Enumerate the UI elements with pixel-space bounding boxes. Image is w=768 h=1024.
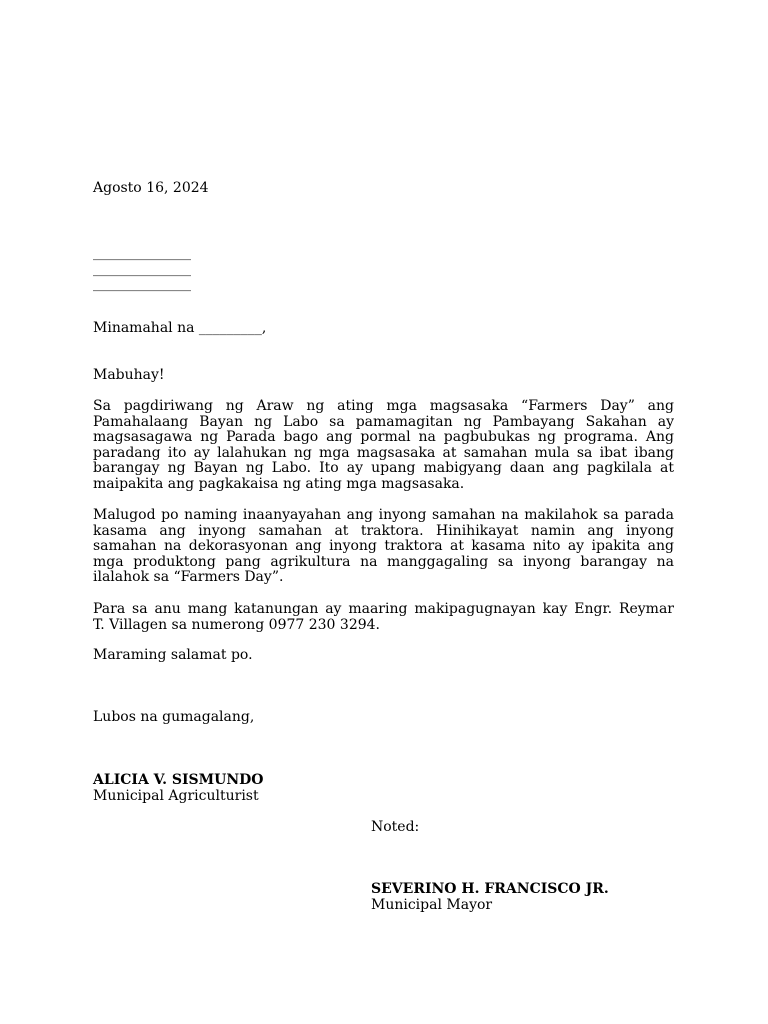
recipient-block [93, 246, 674, 293]
paragraph-line: Sa pagdiriwang ng Araw ng ating mga magsasaka “Farmers Day” ang [93, 398, 674, 414]
signatory-title: Municipal Agriculturist [93, 787, 259, 804]
paragraph-line: mga produktong pang agrikultura na manggagaling sa inyong barangay na [93, 553, 674, 570]
recipient-line: ______________ [93, 245, 191, 261]
paragraph-line: kasama ang inyong samahan at traktora. Hinihikayat namin ang inyong [93, 522, 674, 539]
paragraph-line: Malugod po naming inaanyayahan ang inyong samahan na makilahok sa parada [93, 507, 674, 523]
recipient-line: ______________ [93, 260, 191, 277]
paragraph-line: magsasagawa ng Parada bago ang pormal na pagbubukas ng programa. Ang [93, 429, 674, 446]
letter-date: Agosto 16, 2024 [93, 180, 209, 196]
paragraph-line: Para sa anu mang katanungan ay maaring makipagugnayan kay Engr. Reymar [93, 601, 674, 617]
recipient-line: ______________ [93, 276, 191, 293]
body-paragraph-2 [93, 508, 674, 586]
paragraph-line: Pamahalaang Bayan ng Labo sa pamamagitan ng Pambayang Sakahan ay [93, 413, 674, 430]
paragraph-line: paradang ito ay lalahukan ng mga magsasaka at samahan mula sa ibat ibang [93, 444, 674, 461]
noted-by-block [371, 882, 671, 913]
signatory-block [93, 773, 674, 804]
thanks-line: Maraming salamat po. [93, 647, 253, 663]
noted-by-title: Municipal Mayor [371, 896, 493, 913]
body-paragraph-3 [93, 602, 674, 633]
greeting: Mabuhay! [93, 367, 165, 383]
paragraph-line: T. Villagen sa numerong 0977 230 3294. [93, 616, 380, 633]
paragraph-line: maipakita ang pagkakaisa ng ating mga magsasaka. [93, 475, 465, 492]
complimentary-close: Lubos na gumagalang, [93, 709, 255, 725]
noted-by-name: SEVERINO H. FRANCISCO JR. [371, 881, 609, 897]
paragraph-line: samahan na dekorasyonan ang inyong traktora at kasama nito ay ipakita ang [93, 538, 674, 555]
body-paragraph-1 [93, 399, 674, 493]
paragraph-line: ilalahok sa “Farmers Day”. [93, 569, 284, 586]
paragraph-line: barangay ng Bayan ng Labo. Ito ay upang mabigyang daan ang pagkilala at [93, 460, 674, 477]
signatory-name: ALICIA V. SISMUNDO [93, 772, 264, 788]
salutation: Minamahal na _________, [93, 320, 267, 336]
noted-label: Noted: [371, 819, 420, 835]
